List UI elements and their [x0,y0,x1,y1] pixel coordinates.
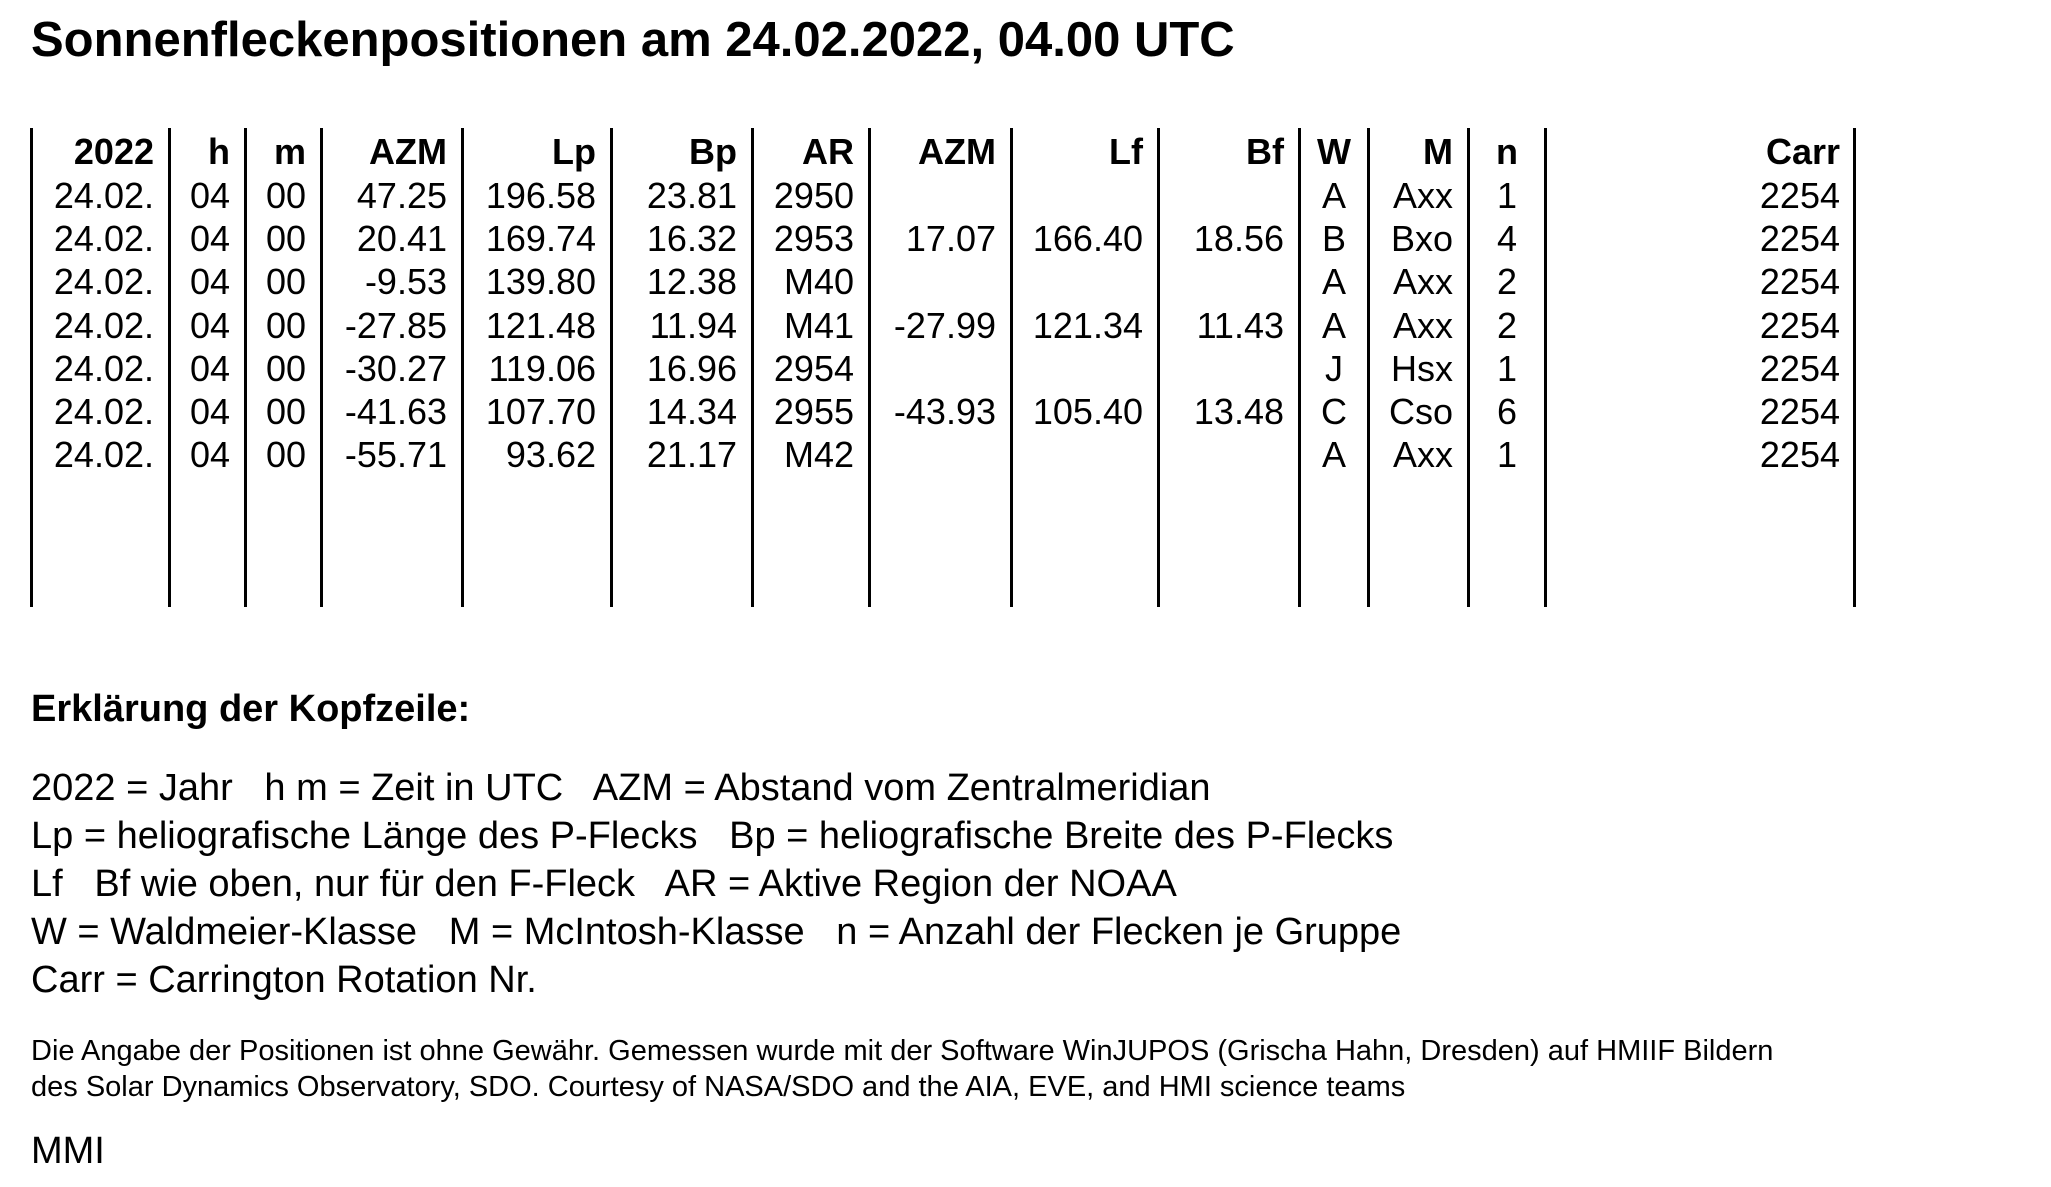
table-cell [868,433,996,477]
table-cell: Cso [1388,391,1453,432]
table-cell: A [1321,304,1346,346]
column-header: Carr [1765,131,1840,172]
table-cell: 2254 [1759,304,1840,346]
table-cell: Axx [1392,434,1453,476]
table-cell: 23.81 [646,175,737,216]
table-cell: 107.70 [485,391,596,432]
column-header: M [1423,131,1453,172]
table-cell: 00 [265,218,306,260]
table-cell: 04 [189,347,230,389]
table-cell: 24.02. [53,304,154,346]
legend-line: Lp = heliografische Länge des P-Flecks Bp = heliografische Breite des P-Flecks [31,815,1394,857]
table-cell: M40 [783,261,854,303]
table-cell: B [1321,218,1346,260]
table-cell: -55.71 [344,434,447,476]
table-cell: A [1321,261,1346,303]
table-cell: 00 [265,175,306,216]
table-cell: 17.07 [905,218,996,260]
column-header: Lp [552,131,596,172]
table-cell [868,260,996,304]
table-cell: 2 [1496,304,1518,346]
table-cell [868,174,996,218]
legend-line: W = Waldmeier-Klasse M = McIntosh-Klasse n = Anzahl der Flecken je Gruppe [31,911,1402,953]
table-cell: 11.94 [649,304,737,346]
table-cell [1010,174,1143,218]
column-header: 2022 [73,131,154,172]
table-cell: 24.02. [53,391,154,432]
table-cell: 2254 [1759,347,1840,389]
table-cell: 47.25 [356,175,447,216]
table-cell: Axx [1392,304,1453,346]
table-cell: M42 [783,434,854,476]
page-title: Sonnenfleckenpositionen am 24.02.2022, 04.00 UTC [31,13,1235,67]
legend-line: 2022 = Jahr h m = Zeit in UTC AZM = Abstand vom Zentralmeridian [31,767,1211,809]
table-cell: -30.27 [344,347,447,389]
table-cell: 169.74 [485,218,596,260]
table-cell: 2254 [1759,261,1840,303]
table-cell: -27.99 [893,304,996,346]
column-header: Bf [1246,131,1284,172]
column-header: h [208,131,230,172]
table-cell [1010,260,1143,304]
table-cell: 1 [1496,347,1518,389]
table-cell: 04 [189,304,230,346]
table-cell: 6 [1496,391,1518,432]
table-cell: A [1321,434,1346,476]
table-cell [1010,347,1143,391]
legend-line: Lf Bf wie oben, nur für den F-Fleck AR = Aktive Region der NOAA [31,863,1177,905]
table-cell: 2254 [1759,434,1840,476]
column-header: Lf [1109,131,1143,172]
table-cell: 166.40 [1032,218,1143,260]
table-cell: 139.80 [485,261,596,303]
table-cell [1010,433,1143,477]
disclaimer-line: des Solar Dynamics Observatory, SDO. Courtesy of NASA/SDO and the AIA, EVE, and HMI science teams [31,1071,1406,1103]
column-header: AR [802,131,854,172]
table-cell [1157,347,1284,391]
table-cell: 24.02. [53,218,154,260]
table-cell: 12.38 [646,261,737,303]
legend-title: Erklärung der Kopfzeile: [31,688,471,730]
table-cell: 2 [1496,261,1518,303]
column-header: n [1496,131,1518,172]
disclaimer-line: Die Angabe der Positionen ist ohne Gewähr. Gemessen wurde mit der Software WinJUPOS (Grischa Hahn, Dresden) auf HMIIF Bildern [31,1035,1774,1067]
table-cell: 13.48 [1193,391,1284,432]
table-cell: 00 [265,391,306,432]
table-cell: 18.56 [1193,218,1284,260]
table-cell: Bxo [1390,218,1453,260]
table-cell: A [1321,175,1346,216]
signature: MMI [31,1130,105,1172]
column-header: Bp [689,131,737,172]
table-cell: Hsx [1391,347,1453,389]
table-cell: 2254 [1759,391,1840,432]
table-cell: 2254 [1759,218,1840,260]
table-cell: 04 [189,434,230,476]
table-cell [1157,260,1284,304]
table-cell: 11.43 [1196,304,1284,346]
table-cell [868,347,996,391]
table-cell: 00 [265,347,306,389]
column-header: AZM [369,131,447,172]
table-cell: 4 [1496,218,1518,260]
table-cell: 00 [265,304,306,346]
table-cell: 119.06 [488,347,596,389]
table-cell: 00 [265,434,306,476]
table-cell: 16.32 [646,218,737,260]
table-cell: 196.58 [485,175,596,216]
table-cell: 04 [189,175,230,216]
table-cell: 20.41 [356,218,447,260]
table-cell: 24.02. [53,175,154,216]
table-cell: J [1325,347,1343,389]
table-cell: Axx [1392,175,1453,216]
column-header: AZM [918,131,996,172]
table-cell: 105.40 [1032,391,1143,432]
table-cell: -41.63 [344,391,447,432]
table-cell: 2254 [1759,175,1840,216]
table-cell: 1 [1496,175,1518,216]
table-cell: C [1321,391,1347,432]
table-cell: 00 [265,261,306,303]
column-header: W [1317,131,1351,172]
table-cell: 2953 [773,218,854,260]
table-cell: 14.34 [646,391,737,432]
table-cell: -9.53 [364,261,447,303]
column-divider [1853,128,1856,607]
legend-line: Carr = Carrington Rotation Nr. [31,959,537,1001]
table-cell: 04 [189,218,230,260]
table-cell: 121.48 [485,304,596,346]
table-cell: M41 [783,304,854,346]
table-cell: 2955 [773,391,854,432]
table-cell: 24.02. [53,347,154,389]
table-cell: Axx [1392,261,1453,303]
table-cell [1157,433,1284,477]
table-cell: 04 [189,261,230,303]
column-header: m [273,131,306,172]
table-cell: 24.02. [53,434,154,476]
table-cell: 2950 [773,175,854,216]
table-cell: 16.96 [646,347,737,389]
table-cell: 121.34 [1032,304,1143,346]
table-cell: 24.02. [53,261,154,303]
table-cell: -27.85 [344,304,447,346]
table-cell: 04 [189,391,230,432]
table-cell: 2954 [773,347,854,389]
table-cell: 1 [1496,434,1518,476]
table-cell: 93.62 [505,434,596,476]
table-cell: 21.17 [646,434,737,476]
table-cell [1157,174,1284,218]
table-cell: -43.93 [893,391,996,432]
